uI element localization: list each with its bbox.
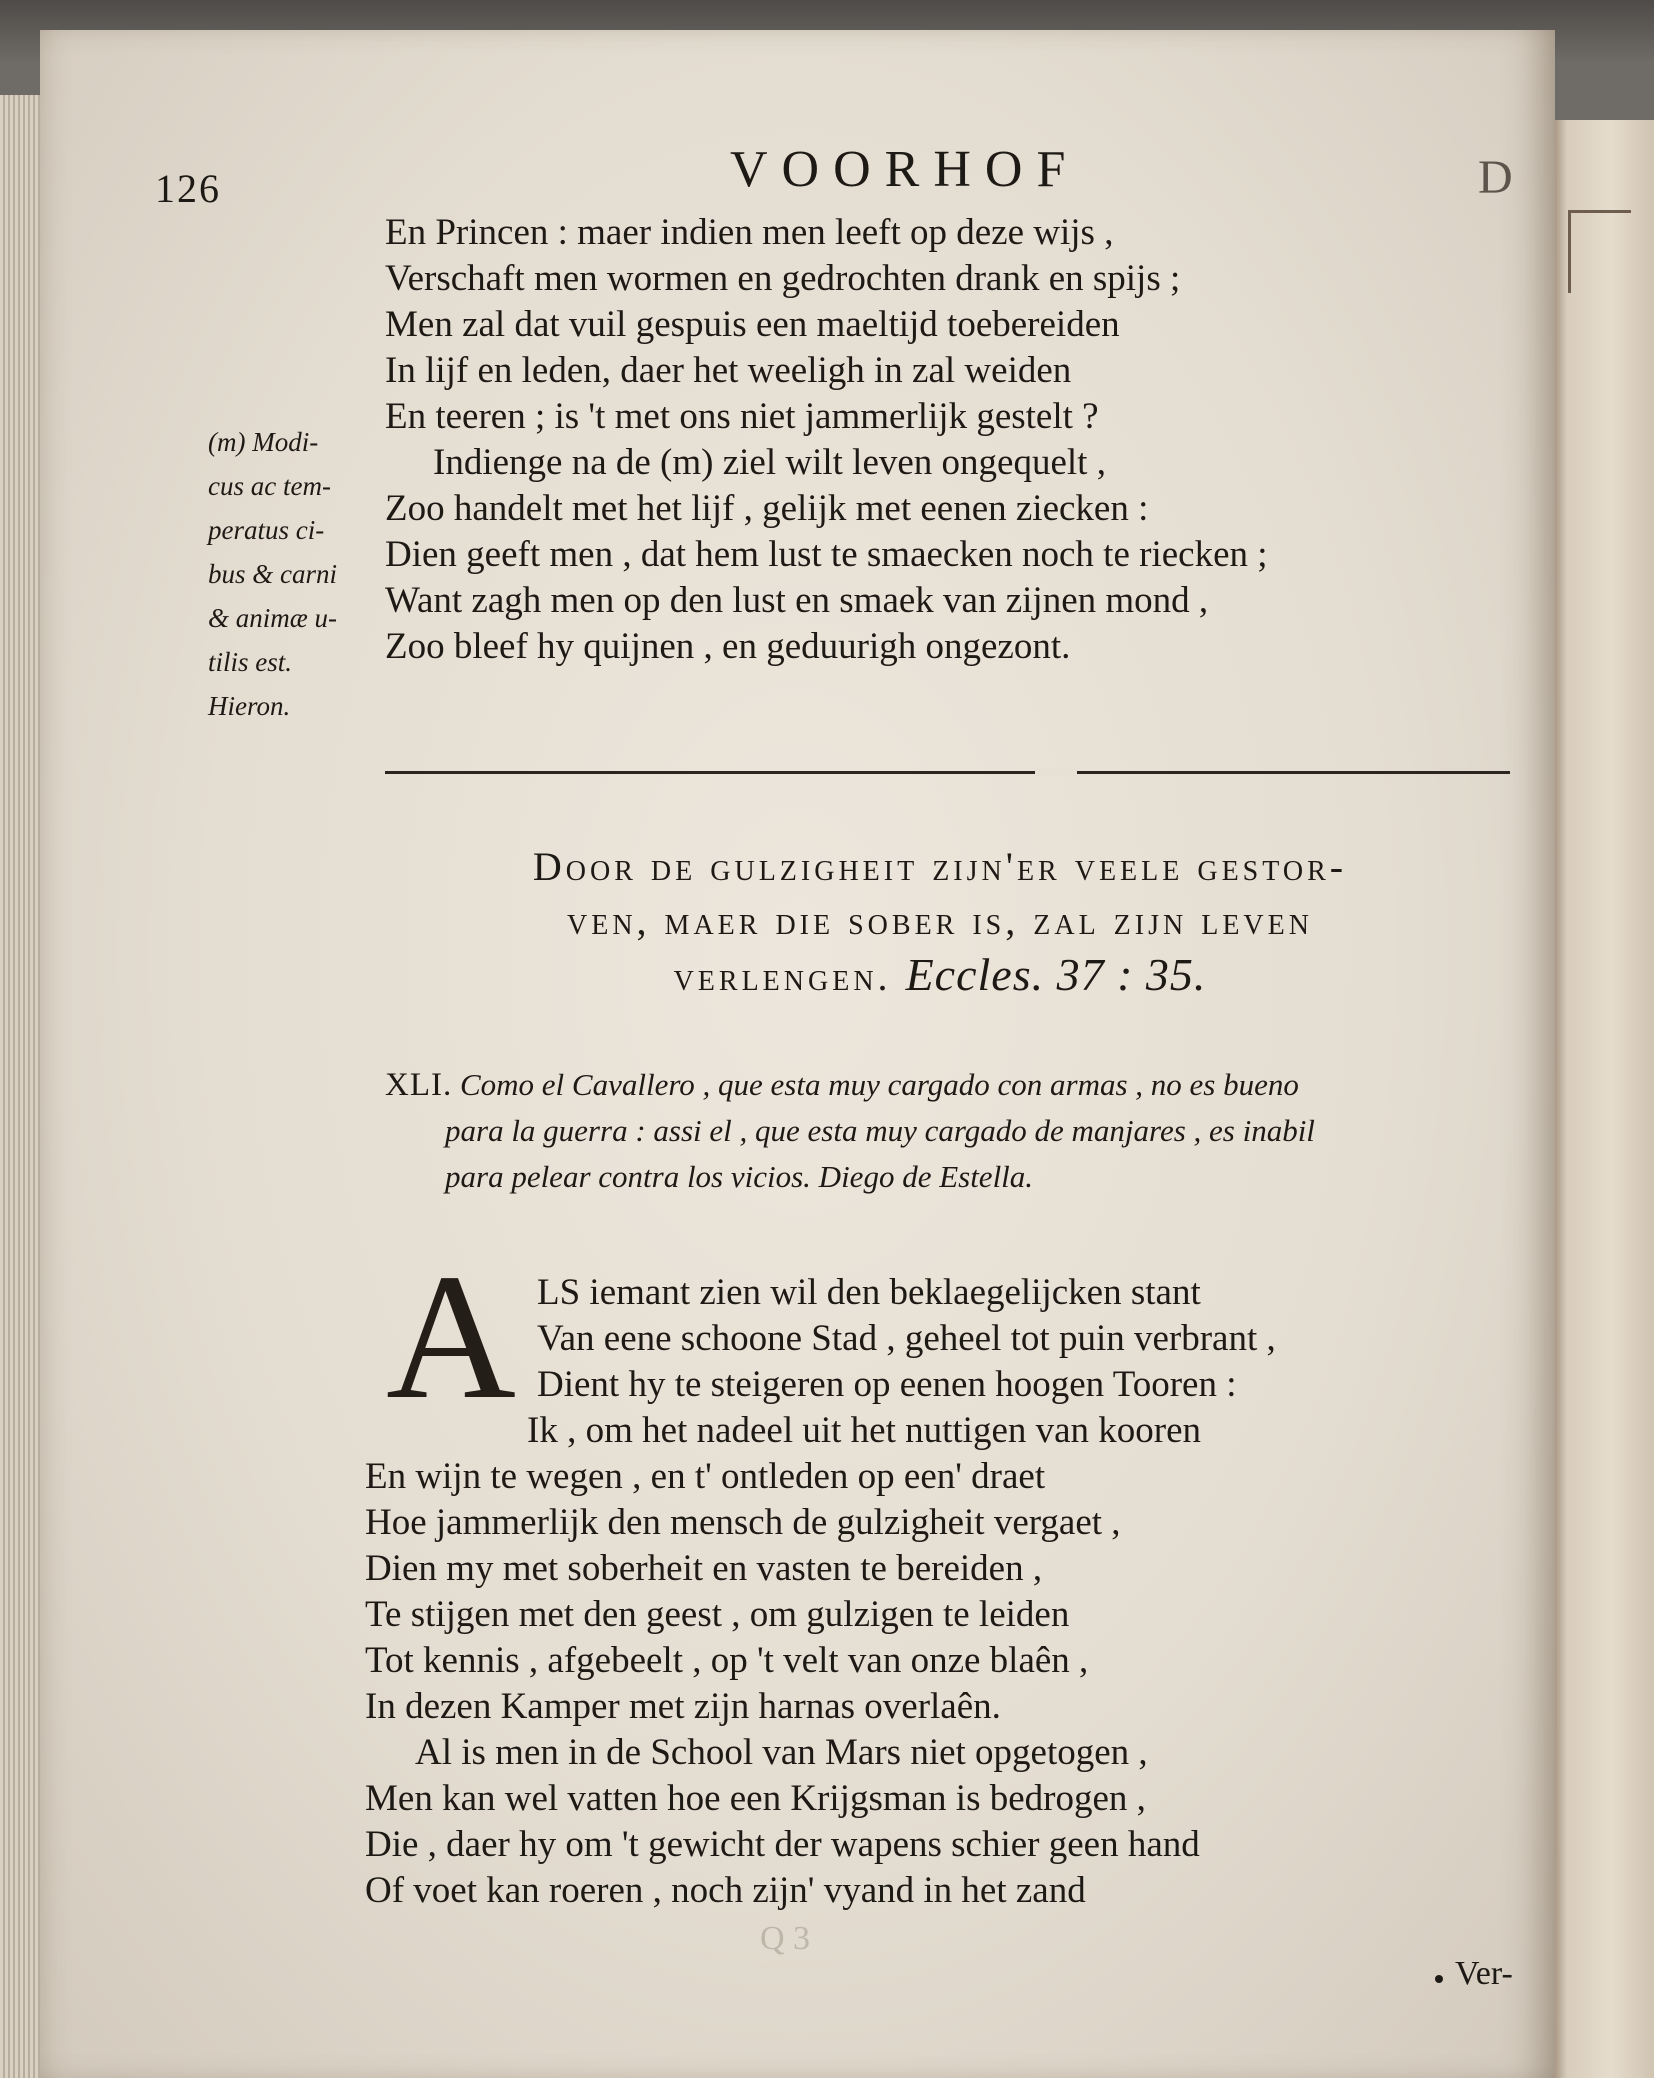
margin-note <box>208 420 337 728</box>
heading-line: ven, maer die sober is, zal zijn leven <box>567 898 1313 943</box>
verse-line: Van eene schoone Stad , geheel tot puin verbrant , <box>537 1318 1276 1359</box>
facing-head-fragment: D <box>1478 151 1517 204</box>
verse-line: Of voet kan roeren , noch zijn' vyand in het zand <box>365 1870 1086 1911</box>
margin-note-line: & animæ u- <box>208 603 338 633</box>
verse-line: Tot kennis , afgebeelt , op 't velt van onze blaên , <box>365 1640 1089 1681</box>
epigraph-quote <box>385 1062 1515 1200</box>
verse-line: Want zagh men op den lust en smaek van zijnen mond , <box>385 580 1209 621</box>
margin-note-line: (m) Modi- <box>208 427 319 457</box>
verse-line: Dient hy te steigeren op eenen hoogen Tooren : <box>537 1364 1237 1405</box>
page-number: 126 <box>155 166 221 211</box>
verse-line: In lijf en leden, daer het weeligh in zal weiden <box>385 350 1072 391</box>
heading-line: verlengen. <box>673 954 892 999</box>
verse-line: Die , daer hy om 't gewicht der wapens schier geen hand <box>365 1824 1200 1865</box>
running-head: VOORHOF <box>730 141 1080 198</box>
facing-page-ornament <box>1568 210 1631 293</box>
verse-line: Verschaft men wormen en gedrochten drank en spijs ; <box>385 258 1181 299</box>
margin-note-line: tilis est. <box>208 647 293 677</box>
verse-line: En teeren ; is 't met ons niet jammerlijk gestelt ? <box>385 396 1099 437</box>
verse-line: Te stijgen met den geest , om gulzigen te leiden <box>365 1594 1070 1635</box>
emblem-numeral: XLI. <box>385 1067 453 1103</box>
facing-page <box>1548 120 1654 2078</box>
verse-line: Ik , om het nadeel uit het nuttigen van kooren <box>527 1410 1202 1451</box>
poem-top <box>385 210 1268 670</box>
verse-line: En wijn te wegen , en t' ontleden op een' draet <box>365 1456 1046 1497</box>
verse-line: LS iemant zien wil den beklaegelijcken stant <box>537 1272 1201 1313</box>
verse-line: Dien my met soberheit en vasten te bereiden , <box>365 1548 1043 1589</box>
verse-line: Men kan wel vatten hoe een Krijgsman is bedrogen , <box>365 1778 1146 1819</box>
quote-line: para la guerra : assi el , que esta muy cargado de manjares , es inabil <box>445 1113 1315 1148</box>
divider-break <box>1035 768 1077 776</box>
verse-line: Hoe jammerlijk den mensch de gulzigheit vergaet , <box>365 1502 1121 1543</box>
margin-note-line: Hieron. <box>208 691 291 721</box>
margin-note-line: bus & carni <box>208 559 338 589</box>
verse-line: Zoo handelt met het lijf , gelijk met eenen ziecken : <box>385 488 1149 529</box>
verse-line: In dezen Kamper met zijn harnas overlaên. <box>365 1686 1001 1727</box>
verse-line: Dien geeft men , dat hem lust te smaecken noch te riecken ; <box>385 534 1268 575</box>
drop-cap: A <box>386 1237 516 1436</box>
margin-note-line: peratus ci- <box>208 515 325 545</box>
verse-line: En Princen : maer indien men leeft op deze wijs , <box>385 212 1114 253</box>
section-heading <box>385 840 1495 1004</box>
catchword-dot <box>1435 1975 1443 1983</box>
page-edges <box>0 95 40 2078</box>
verse-line: Men zal dat vuil gespuis een maeltijd toebereiden <box>385 304 1120 345</box>
verse-line: Indienge na de (m) ziel wilt leven ongequelt , <box>433 442 1106 483</box>
margin-note-line: cus ac tem- <box>208 471 331 501</box>
scripture-reference: Eccles. 37 : 35. <box>905 949 1207 1000</box>
verse-line: Al is men in de School van Mars niet opgetogen , <box>415 1732 1148 1773</box>
signature-mark: Q 3 <box>760 1920 811 1957</box>
quote-line: para pelear contra los vicios. Diego de Estella. <box>445 1159 1034 1194</box>
quote-line <box>385 1062 1515 1108</box>
heading-line: Door de gulzigheit zijn'er veele gestor- <box>532 844 1348 889</box>
heading-line-3 <box>385 948 1495 1004</box>
section-divider <box>385 771 1510 774</box>
verse-line: Zoo bleef hy quijnen , en geduurigh ongezont. <box>385 626 1071 667</box>
catchword: Ver- <box>1455 1955 1513 1992</box>
poem-main <box>365 1270 1276 1914</box>
quote-text: Como el Cavallero , que esta muy cargado con armas , no es bueno <box>459 1067 1299 1102</box>
